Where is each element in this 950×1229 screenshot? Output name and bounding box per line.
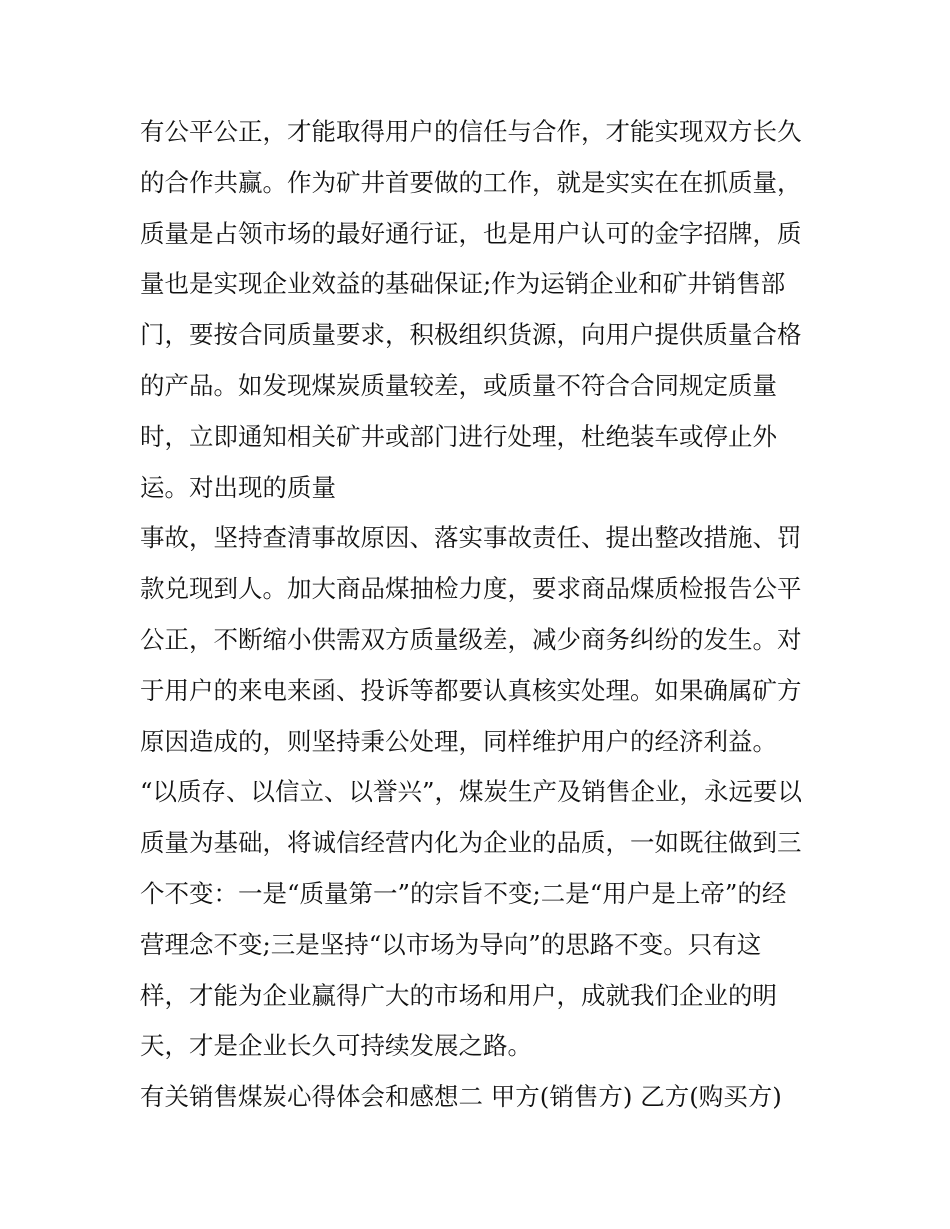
text-line: 原因造成的，则坚持秉公处理，同样维护用户的经济利益。 (140, 726, 777, 756)
text-line: 公正，不断缩小供需双方质量级差，减少商务纠纷的发生。对 (140, 624, 802, 654)
section-heading-line: 有关销售煤炭心得体会和感想二 甲方(销售方) 乙方(购买方) (140, 1082, 782, 1112)
text-line: 的合作共赢。作为矿井首要做的工作，就是实实在在抓质量， (140, 167, 802, 197)
text-line: 运。对出现的质量 (140, 472, 336, 502)
text-line: 样，才能为企业赢得广大的市场和用户，成就我们企业的明 (140, 980, 777, 1010)
text-line: 质量为基础，将诚信经营内化为企业的品质，一如既往做到三 (140, 828, 802, 858)
text-line: 门，要按合同质量要求，积极组织货源，向用户提供质量合格 (140, 320, 802, 350)
text-line: 于用户的来电来函、投诉等都要认真核实处理。如果确属矿方 (140, 675, 802, 705)
text-line: 的产品。如发现煤炭质量较差，或质量不符合合同规定质量 (140, 370, 777, 400)
text-line: 质量是占领市场的最好通行证，也是用户认可的金字招牌，质 (140, 218, 802, 248)
text-line: 时，立即通知相关矿井或部门进行处理，杜绝装车或停止外 (140, 421, 777, 451)
text-line: 营理念不变;三是坚持“以市场为导向”的思路不变。只有这 (140, 929, 762, 959)
body-text (140, 107, 820, 1123)
text-line: “以质存、以信立、以誉兴”，煤炭生产及销售企业，永远要以 (140, 777, 803, 807)
text-line: 量也是实现企业效益的基础保证;作为运销企业和矿井销售部 (140, 269, 786, 299)
text-line: 个不变：一是“质量第一”的宗旨不变;二是“用户是上帝”的经 (140, 878, 787, 908)
text-line: 天，才是企业长久可持续发展之路。 (140, 1031, 532, 1061)
text-line: 有公平公正，才能取得用户的信任与合作，才能实现双方长久 (140, 117, 802, 146)
text-line: 款兑现到人。加大商品煤抽检力度，要求商品煤质检报告公平 (140, 574, 802, 604)
text-line: 事故，坚持查清事故原因、落实事故责任、提出整改措施、罚 (140, 523, 802, 553)
